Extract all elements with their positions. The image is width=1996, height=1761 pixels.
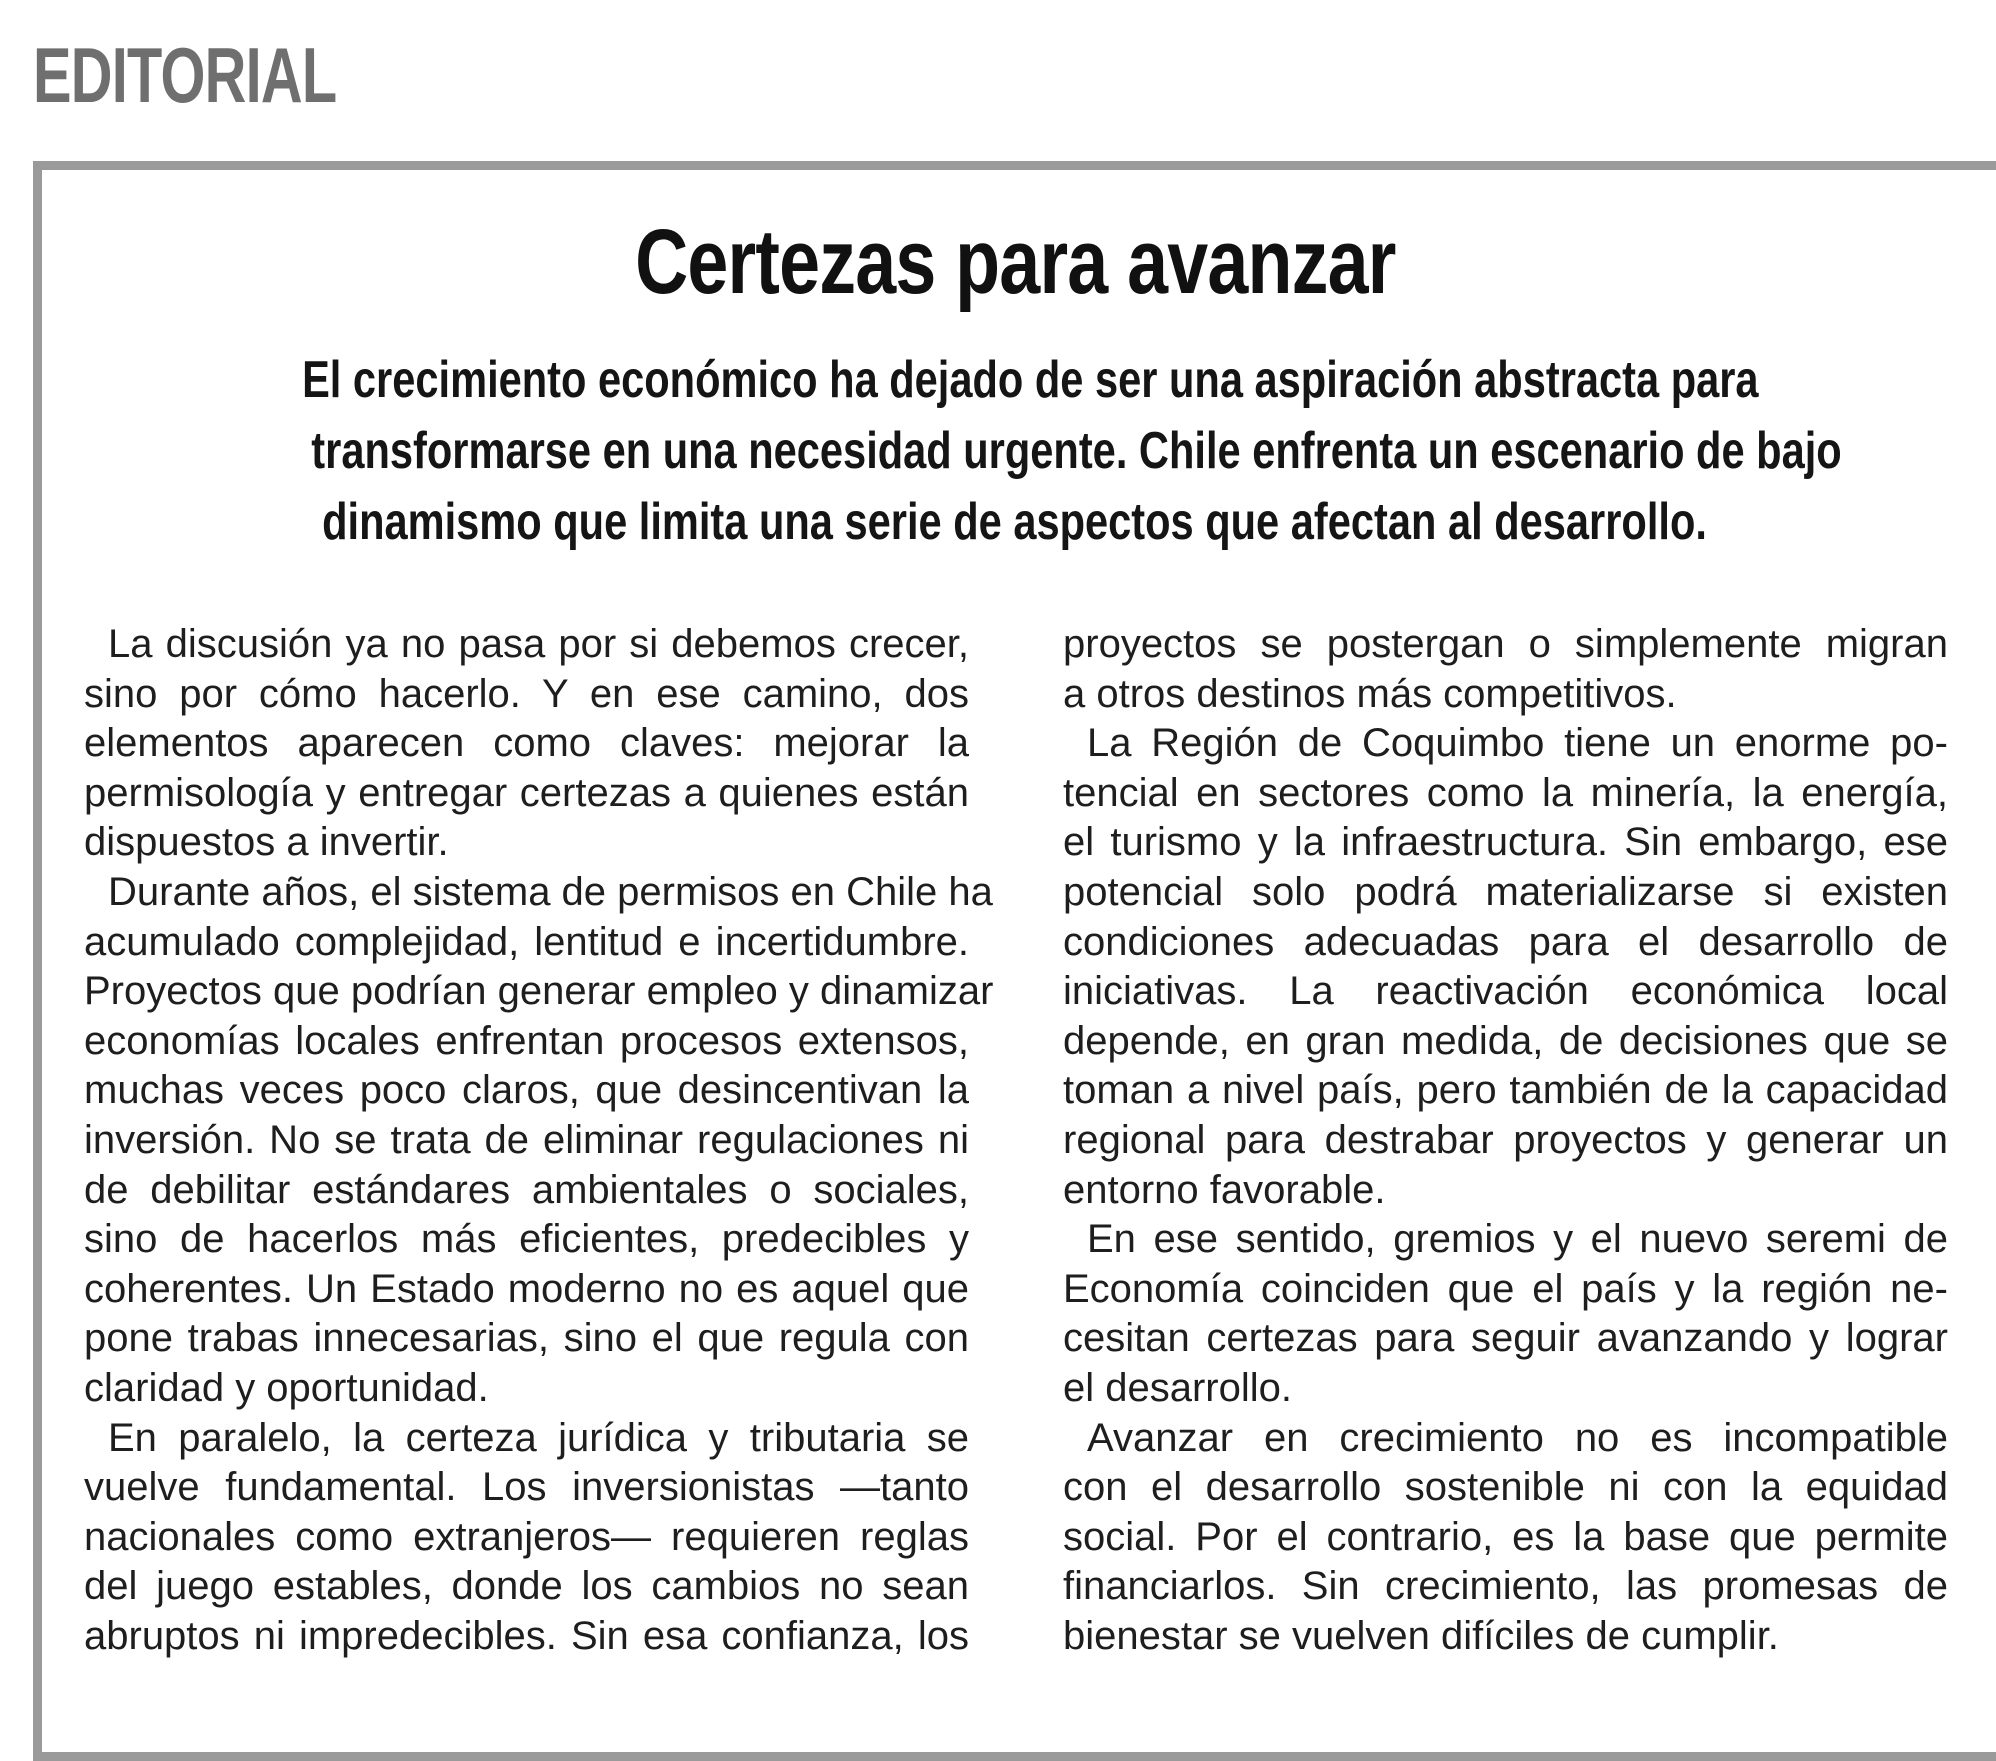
body-line: condiciones adecuadas para el desarrollo de [1063, 919, 1948, 964]
body-line: En ese sentido, gremios y el nuevo seremi de [1087, 1217, 1948, 1262]
body-line: del juego estables, donde los cambios no sean [84, 1564, 969, 1609]
deck-line [120, 416, 1910, 487]
body-line: Avanzar en crecimiento no es incompatible [1087, 1415, 1948, 1460]
body-line: bienestar se vuelven difíciles de cumplir. [1063, 1613, 1779, 1658]
article-title [0, 212, 1996, 312]
body-column-right [1063, 620, 1948, 1661]
body-line: entorno favorable. [1063, 1167, 1386, 1212]
section-label: EDITORIAL [33, 31, 337, 119]
deck-line-text: dinamismo que limita una serie de aspectos que afectan al desarrollo. [322, 493, 1708, 551]
body-line: sino por cómo hacerlo. Y en ese camino, dos [84, 671, 969, 716]
body-line: dispuestos a invertir. [84, 820, 449, 865]
body-line: economías locales enfrentan procesos extensos, [84, 1018, 969, 1063]
body-line: tencial en sectores como la minería, la energía, [1063, 770, 1948, 815]
body-line: el desarrollo. [1063, 1365, 1293, 1410]
body-line: toman a nivel país, pero también de la capacidad [1063, 1068, 1948, 1113]
body-line: Economía coinciden que el país y la región ne- [1063, 1266, 1948, 1311]
body-line: Durante años, el sistema de permisos en Chile ha [108, 869, 993, 914]
body-line: vuelve fundamental. Los inversionistas —tanto [84, 1465, 969, 1510]
article-deck [120, 345, 1910, 558]
body-line: claridad y oportunidad. [84, 1365, 489, 1410]
article-title-text: Certezas para avanzar [634, 211, 1396, 313]
body-line: a otros destinos más competitivos. [1063, 671, 1677, 716]
body-line: acumulado complejidad, lentitud e incertidumbre. [84, 919, 969, 964]
body-line: iniciativas. La reactivación económica local [1063, 969, 1948, 1014]
body-line: En paralelo, la certeza jurídica y tributaria se [108, 1415, 969, 1460]
body-line: regional para destrabar proyectos y generar un [1063, 1117, 1948, 1162]
body-line: social. Por el contrario, es la base que permite [1063, 1514, 1948, 1559]
body-line: abruptos ni impredecibles. Sin esa confianza, los [84, 1613, 969, 1658]
deck-line [120, 487, 1910, 558]
body-line: elementos aparecen como claves: mejorar la [84, 721, 969, 766]
deck-line [120, 345, 1910, 416]
body-line: con el desarrollo sostenible ni con la equidad [1063, 1465, 1948, 1510]
body-line: proyectos se postergan o simplemente migran [1063, 622, 1948, 666]
body-line: de debilitar estándares ambientales o sociales, [84, 1167, 969, 1212]
body-line: permisología y entregar certezas a quienes están [84, 770, 969, 815]
body-line: financiarlos. Sin crecimiento, las promesas de [1063, 1564, 1948, 1609]
body-line: muchas veces poco claros, que desincentivan la [84, 1068, 969, 1113]
deck-line-text: El crecimiento económico ha dejado de ser una aspiración abstracta para [302, 351, 1759, 409]
body-line: La Región de Coquimbo tiene un enorme po- [1087, 721, 1948, 766]
body-line: potencial solo podrá materializarse si existen [1063, 869, 1948, 914]
body-line: inversión. No se trata de eliminar regulaciones ni [84, 1117, 969, 1162]
body-line: nacionales como extranjeros— requieren reglas [84, 1514, 969, 1559]
body-line: pone trabas innecesarias, sino el que regula con [84, 1316, 969, 1361]
body-line: el turismo y la infraestructura. Sin embargo, ese [1063, 820, 1948, 865]
body-line: Proyectos que podrían generar empleo y dinamizar [84, 969, 994, 1014]
body-column-left [84, 620, 994, 1661]
body-line: coherentes. Un Estado moderno no es aquel que [84, 1266, 969, 1311]
deck-line-text: transformarse en una necesidad urgente. Chile enfrenta un escenario de bajo [311, 422, 1842, 480]
body-line: cesitan certezas para seguir avanzando y lograr [1063, 1316, 1948, 1361]
body-line: sino de hacerlos más eficientes, predecibles y [84, 1217, 969, 1262]
body-line: La discusión ya no pasa por si debemos crecer, [108, 622, 969, 666]
body-line: depende, en gran medida, de decisiones que se [1063, 1018, 1948, 1063]
